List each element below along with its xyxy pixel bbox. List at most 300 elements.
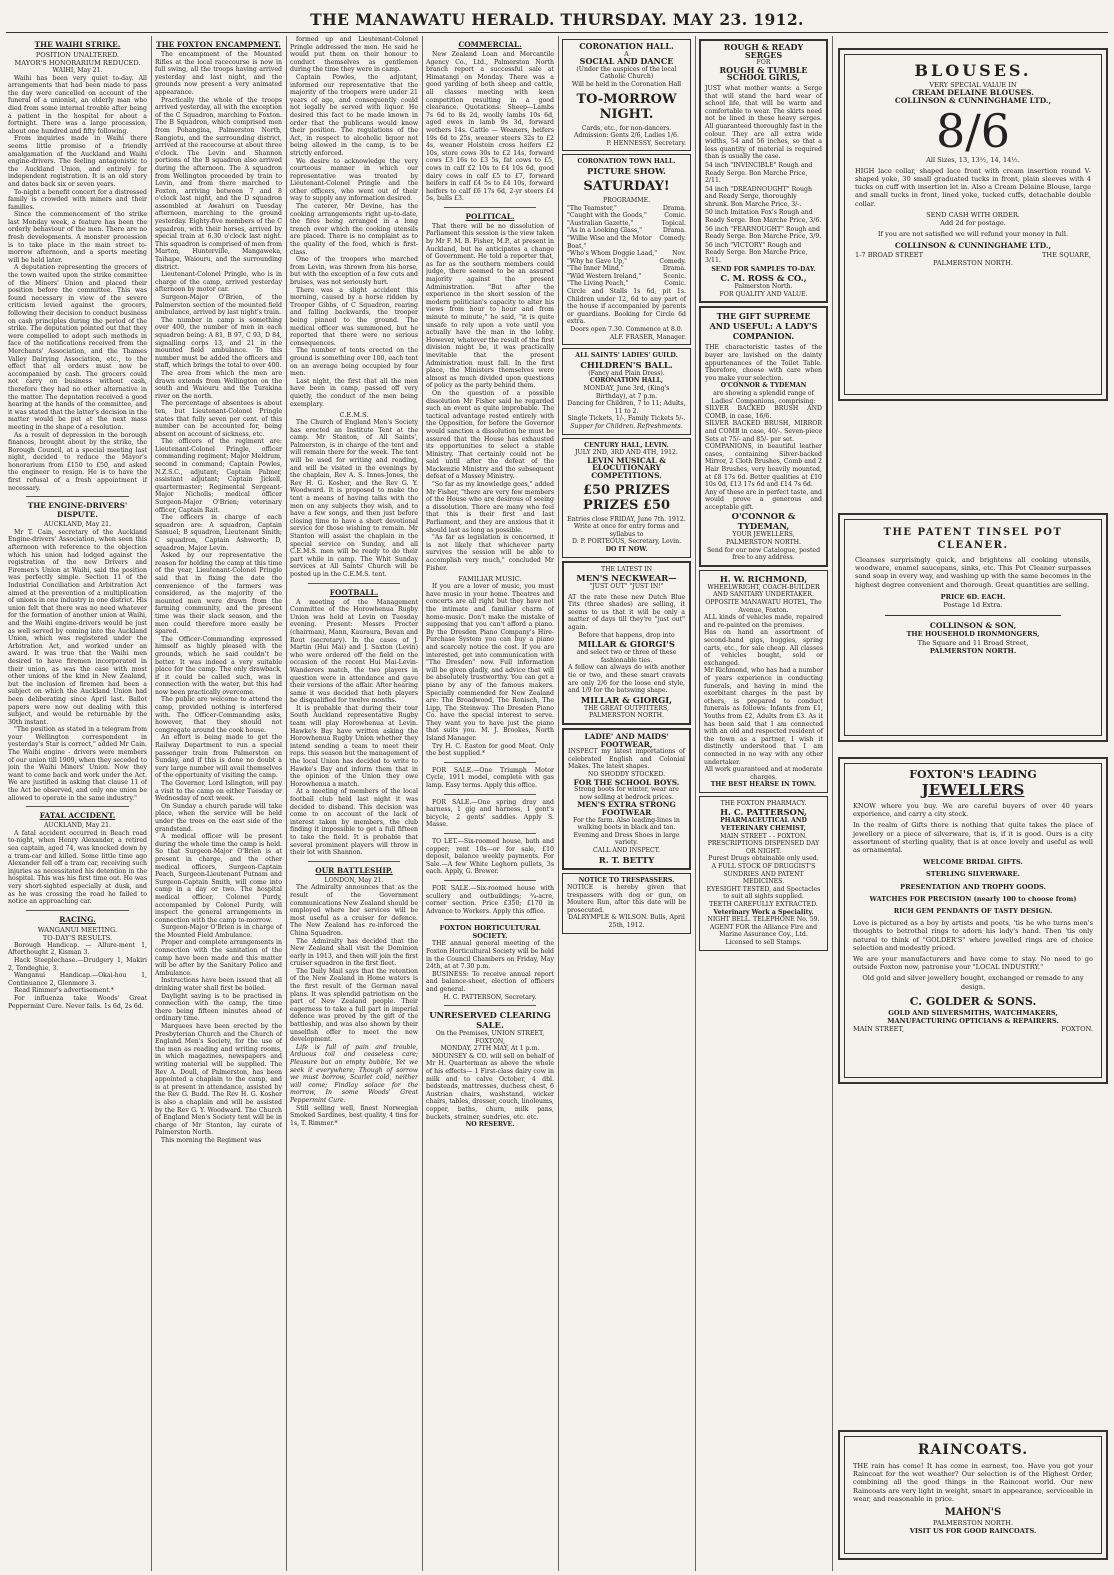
ad-line: WHEELWRIGHT, COACH-BUILDER AND SANITARY UNDERTAKER.: [707, 583, 820, 599]
headline-fatal-accident: FATAL ACCIDENT.: [39, 811, 116, 821]
column-rule: [558, 36, 559, 1571]
ad-title: THE PATENT TINSEL POT CLEANER.: [883, 527, 1063, 551]
ad-title: H. W. RICHMOND,: [719, 573, 808, 584]
jewel-item: STERLING SILVERWARE.: [926, 870, 1020, 879]
divider: [444, 1005, 536, 1006]
ad-richmond: [699, 570, 828, 793]
ad-line: OPPOSITE MANAWATU HOTEL, The Avenue, Foxton.: [705, 599, 822, 614]
ad-line: PHARMACEUTICAL AND VETERINARY CHEMIST,: [720, 817, 807, 833]
article-paragraph: An effort is being made to get the Railway Department to run a special passenger train from Palmerston on Sunday, and if this is done no doubt a very large number will avail themselves of the opportunity of visiting the camp.: [155, 734, 282, 780]
ad-line: Add 2d for postage.: [940, 219, 1006, 228]
article-paragraph: Hack Steeplechase.—Drudgery 1, Makiri 2, Tondeghie, 3.: [8, 956, 147, 972]
ad-line: O'CONNOR & TYDEMAN: [720, 382, 807, 390]
ad-heading: UNRESERVED CLEARING SALE.: [429, 1010, 551, 1031]
programme-genre: Scenic.: [663, 272, 686, 280]
ad-line: SEND FOR SAMPLES TO-DAY.: [711, 265, 816, 273]
article-paragraph: "As far as legislation is concerned, it is not likely that whichever party survives the session will be able to accomplish very much," concluded Mr Fisher.: [426, 534, 554, 572]
ad-title: R. T. BETTY: [598, 854, 655, 865]
ad-trespassers: [562, 873, 691, 934]
column-4: [426, 36, 554, 1571]
ad-title: MILLAR & GIORGI'S: [578, 639, 675, 650]
article-paragraph: Waihi has been very quiet to-day. All arrangements that had been made to pass the day were cancelled on account of the funeral of a unionist, an elderly man who died from some internal trouble after being a patient in the hospital for about a fortnight. There was a large procession, about one hundred and fifty following.: [8, 74, 147, 135]
ad-line: On the Premises, UNION STREET, FOXTON,: [435, 1030, 545, 1045]
masthead: THE MANAWATU HERALD. THURSDAY. MAY 23. 1912.: [310, 10, 804, 29]
subhead: MAYOR'S HONORARIUM REDUCED.: [14, 59, 141, 67]
subhead: POSITION UNALTERED.: [35, 51, 120, 59]
article-paragraph: A fatal accident occurred in Beach road to-night, when Henry Alexander, a retired sea captain, aged 74, was knocked down by a tram-car and killed. Some little time ago Alexander fell off a tram car, receiving such injuries as necessitated his detention in the hospital. This was his first time out. He was very short-sighted especially at dusk, and as he was crossing the road he failed to notice an approaching car.: [8, 829, 147, 906]
article-paragraph: Wanganui Handicap.—Okai-hou 1, Continuance 2, Glenmore 3.: [8, 972, 147, 987]
ad-line: Has on hand an assortment of second-hand gigs, buggies, spring carts, etc., for sale cheap. All classes of vehicles bought, sold or exchanged.: [704, 629, 823, 667]
notice-paragraph: BUSINESS: To receive annual report and balance-sheet, election of officers and general.: [426, 970, 554, 993]
programme-genre: Comic.: [664, 280, 686, 288]
ad-prize: £50 PRIZES PRIZES £50: [582, 482, 671, 513]
article-paragraph: Surgeon-Major O'Brien is in charge of the Mounted Field Ambulance.: [155, 924, 282, 939]
ad-title: RAINCOATS.: [917, 1442, 1029, 1458]
ad-signature: ALF. FRASER, Manager.: [609, 333, 686, 341]
ad-line: EYESIGHT TESTED, and Spectacles to suit all sights supplied.: [706, 885, 821, 901]
ad-line: FOR: [756, 59, 771, 67]
serge-item: 54 inch "DREADNOUGHT" Rough and Ready Serge, thoroughly shrunk. Bon Marche Price, 3/-.: [705, 185, 812, 208]
article-paragraph: At a meeting of members of the local football club held last night it was decided to disband. This decision was come to on account of the lack of interest taken by members, the club finding it impossible to get a full fifteen to take the field. It is probable that several prominent players will throw in their lot with Shannon.: [290, 788, 418, 857]
ad-foxton-jewellers: [838, 757, 1108, 1084]
article-paragraph: The number of tents erected on the ground is something over 100, each tent on an average being occupied by four men.: [290, 347, 418, 378]
serge-item: 56 inch "VICTORY" Rough and Ready Serge. Bon Marche Price, 3/11.: [705, 241, 808, 265]
column-rule: [151, 36, 152, 1571]
programme-title: "Who's Whom Doggie Laad,": [567, 250, 658, 258]
ad-foxton-pharmacy: [699, 796, 828, 951]
ad-signature: P. HENNESSY, Secretary.: [606, 139, 686, 147]
ad-line: THE HOUSEHOLD IRONMONGERS,: [906, 630, 1040, 639]
ad-line: COLLINSON & CUNNINGHAME LTD.,: [894, 96, 1052, 106]
divider: [26, 910, 129, 911]
article-paragraph: A meeting of the Management Committee of the Horowhenua Rugby Union was held at Levin on Tuesday evening. Present: Messrs Procter (chairman), Mann, Kauraura, Bevan and Rout (secretary). In the cases of J. Martin (Hui Mai) and J. Saxton (Levin) who were ordered off the field on the occasion of the recent Hui Mai-Levin-Wanderers match, the two players in question were in attendance and gave their versions of the affair. After hearing same it was decided that both players be disqualified for twelve months.: [290, 598, 418, 705]
ad-line: THE LATEST IN: [600, 565, 653, 573]
ad-title: MEN'S NECKWEAR—: [576, 573, 677, 584]
ad-line: PRESCRIPTIONS DISPENSED DAY OR NIGHT.: [707, 840, 820, 855]
ad-heading: CORONATION TOWN HALL.: [577, 158, 676, 166]
dateline: AUCKLAND, May 21.: [43, 521, 112, 529]
subhead-familiar-music: FAMILIAR MUSIC.: [458, 575, 522, 584]
article-paragraph: Practically the whole of the troops arrived yesterday, all with the exception of the C Squadron, marching to Foxton. The B Squadron, which comprised men from Pohangina, Palmerston North, Rangiotu, and the surrounding district, arrived at the racecourse at about three o'clock. The Levin and Shannon portions of the B squadron also arrived during the afternoon. The A squadron from Wellington proceeded by train to Levin, and from there marched to Foxton, arriving between 7 and 8 o'clock last night, and the D squadron assembled at Awahuri on Tuesday afternoon, marching to the ground yesterday. Eighty-five members of the C squadron, with their horses, arrived by special train at 6.30 o'clock last night. This squadron is comprised of men from Marton, Hunterville, Mangaweka, Taihape, Waiouru, and the surrounding district.: [155, 96, 282, 271]
ad-title: SATURDAY!: [583, 178, 670, 194]
divider: [26, 496, 129, 497]
ad-line: Dancing for Children, 7 to 11; Adults, 11 to 2.: [567, 400, 686, 415]
classified-ad: FOR SALE.—One spring dray and harness, 1 gig and harness, 1 gent's bicycle, 2 gents' saddles. Apply S. Masse.: [426, 798, 554, 829]
ad-line: Before that happens, drop into: [578, 631, 675, 639]
programme-genre: Drama.: [662, 227, 686, 235]
ad-line: Circle and Stalls 1s 6d, pit 1s. Children under 12, 6d to any part of the house if accompanied by parents or guardians. Booking for Circle 6d extra.: [567, 288, 686, 326]
ad-line: PALMERSTON NORTH.: [588, 712, 665, 720]
subhead: TO-DAY'S RESULTS.: [42, 933, 113, 942]
ad-line: "JUST OUT" "JUST IN!": [589, 583, 664, 591]
article-paragraph: The Daily Mail says that the retention of the New Zealand in Home waters is the first result of the German naval plans. It was splendid patriotism on the part of New Zealand people. Their eagerness to take a full part in imperial defence was proved by the gift of the battleship, and was also shown by their unselfish offer to meet the new development.: [290, 967, 418, 1044]
programme-title: "As in a Looking Glass,": [567, 227, 643, 235]
divider: [885, 615, 1061, 616]
headline-political: POLITICAL.: [465, 211, 515, 221]
article-paragraph: Instructions have been issued that all drinking water shall first be boiled.: [155, 977, 282, 993]
ad-line: Write at once for entry forms and syllabus to: [573, 523, 680, 538]
ad-line: MONDAY, June 3rd, (King's Birthday), at 7 p.m.: [583, 385, 670, 400]
ad-heading: CENTURY HALL, LEVIN.: [584, 441, 669, 449]
divider: [308, 861, 400, 862]
article-paragraph: A medical officer will be present during the whole time the camp is held. So that Surgeon-Major O'Brien is at present in charge, and the other medical officers, Surgeon-Captain Peach, Surgeon-Lieutenant Putnam and Surgeon-Captain Smith, will come into camp in a day or two. The hospital medical officer, Colonel Purdy, accompanied by Colonel Purdy, will inspect the general arrangements in connection with the camp to-morrow.: [155, 833, 282, 924]
ad-line: Palmerston North.: [734, 283, 793, 291]
article-paragraph: Mr T. Cain, secretary of the Auckland Engine-drivers' Association, when seen this afternoon with reference to the objection which his union had lodged against the registration of the new Drivers and Firemen's Union at Waihi, said the position was perfectly simple. Section 11 of the Industrial Conciliation and Arbitration Act aimed at the prevention of a multiplication of unions in one industry in one district. His union felt that there was no need whatever for the formation of another union at Waihi, and the Waihi engine-drivers would be just as well served by coming into the Auckland Union, which was registered under the Arbitration Act, and worked under an award. It was true that the Waihi men desired to have firemen incorporated in their union, as was the case with most other unions of the kind in New Zealand, but the inclusion of firemen had been a subject on which the Auckland Union had been deliberating since April last. Ballot papers were now out dealing with this subject, and would be returnable by the 30th instant.: [8, 528, 147, 726]
ad-line: The Square and 11 Broad Street,: [917, 638, 1029, 647]
ad-line: FOR QUALITY AND VALUE.: [719, 290, 808, 298]
ad-heading: THE FOXTON PHARMACY.: [720, 799, 807, 807]
programme-list: [567, 205, 686, 289]
ad-line: MONDAY, 27TH MAY, At 1 p.m.: [440, 1045, 540, 1053]
column-6: [699, 36, 828, 1571]
ad-line: PALMERSTON NORTH.: [933, 258, 1013, 267]
ad-line: CALL AND INSPECT.: [593, 846, 660, 854]
programme-genre: Nov.: [672, 250, 686, 258]
programme-genre: Drama.: [662, 265, 686, 273]
article-paragraph: New Zealand Loan and Mercantile Agency Co., Ltd., Palmerston North branch report a successful sale at Himatangi on Monday. There was a good yarding of both sheep and cattle, all classes meeting with keen competition resulting in a good clearance. Quotations: Sheep—Lambs 7s 6d to 8s 2d, woolly lambs 10s 6d, aged ewes in lamb 9s 3d, forward wethers 14s. Cattle — Weaners, heifers 19s 6d to 25s, weaner steers 32s to £2 4s, weaner Holstein cross heifers £2 10s, store cows 30s to £2 14s, forward cows £3 16s to £3 5s, fat cows to £5, cows in calf £2 10s to £4 10s 6d, good dairy cows in calf £5 to £7, forward heifers in calf £4 5s to £4 10s, forward heifers to calf £6 17s 6d, 2-yr steers £4 5s, bulls £3.: [426, 51, 554, 203]
ad-line: A fellow can always do with another tie or two, and these smart cravats are only 2/6 for the loose end style, and 1/9 for the batswing shape.: [568, 664, 685, 695]
ad-line: PALMERSTON NORTH.: [929, 646, 1017, 655]
programme-title: "The Teamster,": [567, 204, 617, 212]
ad-line: MAIN STREET - - FOXTON.: [720, 832, 807, 840]
article-paragraph: The Officer-Commanding expressed himself as highly pleased with the grounds, which he said couldn't be better. It was indeed a very suitable place for the camp. The only drawback, if it could be called such, was in connection with the water, but this had now been practically overcome.: [155, 635, 282, 696]
programme-title: "Wild Western Ireland,": [567, 272, 642, 280]
ad-line: CORONATION HALL,: [589, 377, 664, 385]
ad-line: Licensed to sell Stamps.: [725, 938, 802, 946]
jewel-item: PRESENTATION AND TROPHY GOODS.: [900, 882, 1046, 891]
ad-heading: LADIE' AND MAIDS' FOOTWEAR,: [584, 732, 669, 749]
ad-line: JULY 2ND, 3RD AND 4TH, 1912.: [575, 449, 678, 457]
ad-line: PROGRAMME.: [602, 196, 651, 204]
article-paragraph: One of the troopers who marched from Levin, was thrown from his horse, but with the exception of a few cuts and bruises, was not seriously hurt.: [290, 256, 418, 286]
ad-price: PRICE 6D. EACH.: [940, 592, 1006, 601]
article-paragraph: Last night, the first that all the men have been in camp, passed off very quietly, the conduct of the men being exemplary.: [290, 377, 418, 408]
ad-title: LEVIN MUSICAL & ELOCUTIONARY COMPETITIONS.: [587, 455, 666, 480]
ad-heading: ROUGH & READY SERGES: [723, 42, 804, 60]
article-paragraph: The caterer, Mr Devine, has the cooking arrangements right up-to-date, the fires being arranged in a long trench over which the cooking utensils are placed. There is no complaint as to the quality of the food, which is first-class.: [290, 203, 418, 256]
programme-genre: Comedy.: [659, 257, 686, 265]
ad-line: PALMERSTON NORTH.: [933, 1519, 1013, 1528]
ad-line: 1-7 BROAD STREET: [855, 250, 923, 259]
ad-line: Send for our new Catalogue, posted free to any address.: [706, 546, 821, 562]
ad-body: In the realm of Gifts there is nothing that quite takes the place of jewellery or a piece of silverware, that is, if it is good. Ours is a city assortment of sterling quality, that is at once lovely and useful as well as ornamental.: [853, 821, 1093, 855]
dateline: LONDON, May 21.: [324, 876, 384, 884]
ad-title: H. C. PATTERSON,: [720, 807, 807, 818]
ad-line: FOXTON.: [1061, 1025, 1093, 1034]
article-paragraph: The encampment of the Mounted Rifles at the local racecourse is now in full swing, all the troops having arrived yesterday and last night, and the grounds now present a very animated appearance.: [155, 51, 282, 96]
classified-ad: TO LET.—Six-roomed house, bath and copper; rent 10s—or for sale, £10 deposit, balance weekly payments. For Sale.—A few White Leghorn pullets, 3s each. Apply, G. Brewer.: [426, 838, 554, 876]
jewel-item: WATCHES FOR PRECISION (nearly 100 to choose from): [869, 894, 1077, 903]
ad-picture-show: [562, 154, 691, 345]
programme-item: [567, 220, 686, 228]
article-paragraph: Captain Powles, the adjutant, informed our representative that the majority of the troopers were under 21 years of age, and consequently could not legally be served with liquor. He desired this fact to be made known in order that the publicans would know their position. The regulations of the Act, in respect to alcoholic liquor not being allowed in the camp, is to be strictly enforced.: [290, 73, 418, 157]
ad-line: YOUR JEWELLERS,: [732, 531, 795, 539]
ad-signature: DALRYMPLE & WILSON. Bulls, April 25th, 1912.: [568, 914, 685, 930]
ad-line: Postage 1d Extra.: [943, 601, 1003, 610]
ad-line: Doors open 7.30. Commence at 8.0.: [570, 326, 683, 334]
dateline: AUCKLAND, May 21.: [43, 822, 112, 830]
ad-title: MILLAR & GIORGI,: [580, 694, 673, 705]
article-paragraph: The Church of England Men's Society has erected an Institute Tent at the camp. Mr Stanton, of All Saints', Palmerston, is in charge of the tent and will remain there for the week. The tent will be used for writing and reading, and will be visited in the evenings by the chaplain, Rev A. S. Innes-Jones, the Rev H. G. Kosher, and the Rev G. Y. Woodward. It is proposed to make the tent a means of having talks with the men on any subjects they wish, and to have a few songs, and then just before closing time to have a short devotional service for those wishing to remain. Mr Stanton will assist the chaplain in the special service on Sunday, and all C.E.M.S. men will be ready to do their part while in camp. The Whit Sunday services at All Saints' Church will be posted up in the C.E.M.S. tent.: [290, 419, 418, 578]
dateline: WAIHI, May 21.: [52, 67, 103, 74]
programme-item: [567, 258, 686, 266]
ad-line: MAIN STREET,: [853, 1025, 905, 1034]
ad-body: THE rain has come! It has come in earnest, too. Have you got your Raincoat for the wet weather? Our selection is of the Highest Order, combining all the good things in the Raincoat world. Our new Raincoats are very light in weight, smart in appearance, serviceable in wear, and reasonable in price.: [853, 1462, 1093, 1503]
programme-title: "The Living Peach,": [567, 280, 629, 288]
divider: [444, 880, 536, 881]
programme-item: [567, 235, 686, 250]
ad-line: SILVER BACKED BRUSH, MIRROR and COMB in case, 40/-. Seven-piece Sets at 75/- and 85/- per set.: [705, 420, 822, 443]
article-paragraph: Surgeon-Major O'Brien, of the Palmerston section of the mounted field ambulance, arrived by last night's train.: [155, 294, 282, 317]
serge-item: 50 inch Imitation Fox's Rough and Ready Serge. Bon Marche Price, 3/6.: [705, 209, 822, 225]
column-3: [290, 36, 418, 1571]
ad-title: FOR THE SCHOOL BOYS.: [573, 777, 680, 787]
article-paragraph: To-night a benefit concert for a distressed family is crowded with miners and their families.: [8, 188, 147, 211]
article-paragraph: Marquees have been erected by the Presbyterian Church and the Church of England Men's Society, for the use of the men as reading and writing rooms, in which magazines, newspapers and writing material will be supplied. The Rev A. Doull, of Palmerston, has been appointed a chaplain to the camp, and is at present in attendance, assisted by the Rev G. Budd. The Rev H. G. Kosher is also a chaplain and will be assisted by the Rev G. Y. Woodward. The Church of England Men's Society tent will be in charge of Mr Stanton, lay curate of Palmerston North.: [155, 1023, 282, 1137]
column-1: [8, 36, 147, 1571]
article-paragraph: It is probable that during their tour South Auckland representative Rugby team will play Horowhenua at Levin. Hawke's Bay have written asking the Horowhenua Rugby Union whether they intend sending a team to meet their reps. this season but the management of the local Union has decided to write to Hawke's Bay and inform them that in the opinion of the Union they owe Horowhenua a match.: [290, 704, 418, 788]
programme-genre: Comedy.: [659, 234, 686, 242]
article-paragraph: "The position as stated in a telegram from your Wellington correspondent in yesterday's Star is correct," added Mr Cain. The Waihi engine - drivers were members of our union till 1909, when they seceded to join the Waihi Miners' Union. Now they want to come back and work under the Act. We are justified in asking that clause 11 of the Act be observed, and only one union be allowed to operate in the same industry.": [8, 726, 147, 802]
divider: [444, 919, 536, 920]
ad-tinsel-pot-cleaner: [838, 513, 1108, 742]
article-paragraph: If you are a lover of music, you must have music in your home. Theatres and concerts are all right but they have not the intimate and familiar charm of home-music. Don't make the mistake of supposing that you can't afford a piano. By the Dresden Piano Company's Hire-Purchase System you can buy a piano and scarcely notice the cost. If you are interested, get into communication with "The Dresden" now. Full information will be given gladly, and advice that will be absolutely trustworthy. You can get a piano by any of the famous makers. Specially commended for New Zealand are: The Broadwood, The Ronisch, The Lipp, The Steinway. The Dresden Piano Co. have the special interest to serve. They want you to have just the piano that suits you. M. J. Brookes, North Island Manager.: [426, 583, 554, 743]
ad-price: 8/6: [935, 103, 1011, 158]
article-paragraph: Since the commencement of the strike last Monday week, a feature has been the orderly behaviour of the men. There are no fresh developments. A monster procession is to take place in the main street to-morrow afternoon, and a sports meeting will be held later.: [8, 211, 147, 264]
ad-line: A: [624, 50, 629, 58]
column-rule: [832, 36, 833, 1571]
subhead: WANGANUI MEETING.: [37, 925, 118, 934]
jewel-list: [853, 858, 1093, 915]
article-paragraph: The officers in charge of each squadron are: A squadron, Captain Samuel; B squadron, Lieutenant Smith; C squadron, Captain Ashworth; D, squadron, Major Levin.: [155, 514, 282, 552]
ad-line: If you are not satisfied we will refund your money in full.: [877, 230, 1069, 239]
divider: [444, 762, 536, 763]
classified-ad: FOR SALE.—Six-roomed house with scullery and outbuildings; ¾-acre, corner section. Price £350; £170 in Advance to Workers. Apply this office.: [426, 884, 554, 915]
ad-line: Veterinary Work a Speciality.: [713, 908, 814, 916]
article-paragraph: Still selling well, finest Norwegian Smoked Sardines, best quality, 4 tins for 1s, T. Rimmer.*: [290, 1104, 418, 1127]
ad-line: are showing a splendid range of Ladies' Companions, comprising:: [711, 389, 816, 405]
article-paragraph: There was a slight accident this morning, caused by a horse ridden by Trooper Gibbs, of C Squadron, rearing and falling backwards, the trooper being pinned to the ground. The medical officer was summoned, but he reported that there were no serious consequences.: [290, 286, 418, 347]
headline-football: FOOTBALL.: [329, 587, 379, 597]
headline-our-battleship: OUR BATTLESHIP.: [315, 865, 393, 875]
notice-signature: H. C. PATTERSON, Secretary.: [443, 993, 537, 1001]
article-paragraph: For influenza take Woods' Great Peppermint Cure. Never fails. 1s 6d, 2s 6d.: [8, 994, 147, 1010]
ad-signature: D. P. PORTEOUS, Secretary, Levin.: [571, 538, 682, 546]
ad-line: For the farm. Also leading-lines in walking boots in black and tan.: [573, 816, 680, 832]
ad-childrens-ball: [562, 348, 691, 434]
article-paragraph: A deputation representing the grocers of the town waited upon the strike committee of the Miners' Union and placed their position before the committee. This was found necessary in view of the severe criticism levied against the grocers, following their decision to conduct business on cash principles during the period of the strike. The deputation pointed out that they were compelled to adopt such methods in face of the notifications received from the Merchants' Association, and the Thames Valley Dairying Association, etc., to the effect that all orders must now be accompanied by cash. The grocers could not carry on business without cash, therefore they had no other alternative in the matter. The deputation received a good hearing at the hands of the committee, and it was stated that the latter's decision in the matter would be put at the next mass meeting in the shape of a resolution.: [8, 264, 147, 431]
ad-body: Love is pictured as a boy by artists and poets, 'tis he who turns men's thoughts to betrothal rings to adorn his lady's hand. Then 'tis only natural to think of "GOLDER'S" where jewelled rings are of choice selection and modestly priced.: [853, 919, 1093, 952]
ad-line: and select two or three of these fashionable ties.: [576, 649, 677, 664]
jewel-item: WELCOME BRIDAL GIFTS.: [923, 858, 1023, 867]
ad-line: SILVER BACKED BRUSH AND COMB, in case, 16/6.: [705, 405, 822, 420]
ad-heading: NOTICE TO TRESPASSERS.: [578, 876, 675, 884]
ad-title: FOXTON'S LEADING: [909, 768, 1037, 781]
ad-line: A FULL STOCK OF DRUGGIST'S SUNDRIES AND PATENT MEDICINES.: [711, 863, 816, 886]
ad-heading: THE GIFT SUPREME AND USEFUL: A LADY'S COMPANION.: [709, 311, 818, 342]
programme-genre: Drama.: [662, 204, 686, 212]
ad-body: We are your manufacturers and have come to stay. No need to go outside Foxton now, patronise your "LOCAL INDUSTRY.": [853, 955, 1093, 972]
programme-title: "The Inner Mind,": [567, 265, 624, 273]
article-paragraph: Borough Handicap. — Allure-ment 1, Afterthought 2, Kisman 3.: [8, 941, 147, 957]
ad-line: Strong boots for winter, wear are now selling at bedrock prices.: [574, 786, 679, 801]
ad-title: PICTURE SHOW.: [587, 165, 666, 176]
ad-blouses: [838, 48, 1108, 401]
ad-line: AGENT FOR the Alliance Fire and Marine Assurance Coy., Ltd.: [709, 923, 818, 939]
ad-line: SEND CASH WITH ORDER.: [926, 210, 1020, 219]
ad-line: Single Tickets, 1/-, Family Tickets 5/-.: [567, 415, 686, 423]
serge-item: 54 inch "INVINCIBLE" Rough and Ready Serge. Bon Marche Price, 2/11.: [705, 161, 813, 185]
ad-title: C. M. ROSS & CO.,: [720, 273, 807, 284]
serge-list: [705, 162, 822, 265]
programme-title: "Why he Gave Up,": [567, 257, 628, 265]
headline-foxton-encampment: THE FOXTON ENCAMPMENT.: [156, 40, 281, 49]
ad-line: PALMERSTON NORTH.: [725, 539, 802, 547]
ad-line: COMPANIONS, in beautiful leather cases, containing Silver-backed Mirror, 2 Cloth Brushes, Comb and 2 Hair Brushes, very heavily mounted, at £8 17s 6d. Better qualities at £10 10s 0d, £13 17s 6d and £14 7s 6d.: [705, 443, 822, 489]
ad-line: All Sizes, 13, 13½, 14, 14½.: [926, 155, 1020, 164]
ad-line: SOCIAL AND DANCE: [579, 56, 674, 67]
ad-line: GOLD AND SILVERSMITHS, WATCHMAKERS, MANUFACTURING OPTICIANS & REPAIRERS.: [887, 1008, 1059, 1026]
ad-line: VERY SPECIAL VALUE IN: [929, 81, 1017, 89]
subhead-cems: C.E.M.S.: [339, 411, 369, 420]
article-paragraph: The percentage of absentees is about ten, but Lieutenant-Colonel Pringle states that fully seven per cent. of this number can be accounted for, being absent on account of sickness, etc.: [155, 400, 282, 438]
article-paragraph: Lieutenant-Colonel Pringle, who is in charge of the camp, arrived yesterday afternoon by motor car.: [155, 271, 282, 294]
ad-line: TEETH CAREFULLY EXTRACTED.: [709, 901, 818, 908]
article-paragraph: Proper and complete arrangements in connection with the sanitation of the camp have been made and this matter will be after by the Sanitary Police and Ambulance.: [155, 939, 282, 977]
column-2: [155, 36, 282, 1571]
article-paragraph: The Admiralty has decided that the New Zealand shall visit the Dominion early in 1913, and then will join the first cruiser squadron in the first fleet.: [290, 937, 418, 968]
ad-line: THE BEST HEARSE IN TOWN.: [710, 781, 817, 789]
divider: [308, 583, 400, 584]
article-paragraph: "So far as my knowledge goes," added Mr Fisher, "there are very few members of the House who are desirous of seeing a dissolution. There are many who feel that this is their first and last Parliament, and they are anxious that it should last as long as possible.: [426, 481, 554, 534]
ad-line: INSPECT my latest importations of celebrated English and Colonial Makes. The latest shapes.: [568, 748, 685, 771]
ad-levin-competitions: [562, 438, 691, 558]
ad-line: NO RESERVE.: [465, 1121, 515, 1129]
article-paragraph: On the question of a possible dissolution Mr Fisher said he regarded such an event as quite improbable. The tactical advantage rested entirely with the Opposition, for before the Governor would sanction a dissolution he must be assured that the House has exhausted its opportunities to select a stable Ministry. That certainly could not be said until after the defeat of the Mackenzie Ministry and the subsequent defeat of a Massey Ministry.: [426, 389, 554, 481]
article-paragraph: We desire to acknowledge the very courteous manner in which our representative was treated by Lieutenant-Colonel Pringle and the other officers, who went out of their way to supply any information desired.: [290, 157, 418, 203]
notice-paragraph: THE annual general meeting of the Foxton Horticultural Society will be held in the Council Chambers on Friday, May 24th, at at 7.30 p.m.: [426, 940, 554, 971]
ad-title: C. GOLDER & SONS.: [909, 994, 1037, 1008]
article-paragraph: Read Rimmer's advertisement.*: [14, 987, 114, 995]
article-paragraph: The Governor, Lord Islington, will pay a visit to the camp on either Tuesday or Wednesday of next week.: [155, 780, 282, 803]
article-paragraph: This morning the Regiment was: [161, 1136, 262, 1144]
ad-serges: [699, 39, 828, 303]
article-paragraph: The number in camp is something over 400, the number of men in each squadron being: A 81, B 97, C 93, D 84, signalling corps 13, and 21 in the mounted field ambulance. To this number must be added the officers and staff, which brings the total to over 400.: [155, 316, 282, 370]
divider: [444, 833, 536, 834]
headline-engine-drivers: THE ENGINE-DRIVERS' DISPUTE.: [27, 501, 128, 520]
ad-line: NIGHT BELL. TELEPHONE No. 59.: [707, 916, 820, 924]
ad-title: TO-MORROW NIGHT.: [576, 91, 677, 122]
ad-line: Evening and Dress Shoes in large variety.: [573, 831, 680, 847]
ad-line: JUST what mother wants: a Serge that will stand the hard wear of school life, that will be warm and comfortable to wear. The skirts need not be lined in these heavy serges. All guaranteed thoroughly fast in the colour. They are all extra wide widths, 54 and 56 inches, so that a less quantity of material is required than is usually the case.: [705, 84, 822, 161]
ad-line: NO SHODDY STOCKED.: [587, 770, 666, 778]
ad-body: Old gold and silver jewellery bought, exchanged or remade to any design.: [862, 974, 1084, 991]
ad-raincoats: [838, 1430, 1108, 1560]
programme-item: [567, 265, 686, 273]
column-rule: [695, 36, 696, 1571]
ad-body: KNOW where you buy. We are careful buyers of over 40 years experience, and carry a city stock.: [853, 802, 1093, 819]
ad-line: COLLINSON & SON,: [929, 621, 1017, 631]
ad-title: MEN'S EXTRA STRONG FOOTWEAR: [577, 800, 676, 817]
ad-heading: ROUGH & TUMBLE SCHOOL GIRLS,: [719, 64, 808, 83]
ad-footwear: [562, 728, 691, 870]
programme-item: [567, 205, 686, 213]
headline-commercial: COMMERCIAL.: [458, 40, 522, 49]
article-paragraph: That there will be no dissolution of Parliament this session is the view taken by Mr F. M. B. Fisher, M.P., at present in Auckland, but he anticipates a change of Government. He told a reporter that, as far as the southern members could judge, there seemed to be an assured majority against the present Administration. "But after the experience in the short session of the modern politician's capacity to alter his views from hour to hour and from minute to minute," he said, "it is quite unsafe to rely upon a vote until you actually have the man in the lobby. However, whatever the result of the first division might be, it was practically inevitable that the present Administration must fall. In the first place, the Ministers themselves were almost as much divided upon questions of policy as the party behind them.: [426, 222, 554, 390]
article-paragraph: From inquiries made in Waihi there seems little promise of a friendly amalgamation of the Auckland and Waihi engine-drivers. The feeling antagonistic to the Auckland Union, and entirely for independent registration. It is an old story and dates back six or seven years.: [8, 135, 147, 188]
ad-line: (Under the auspices of the local Catholic Church): [576, 65, 677, 81]
ad-line: NOTICE is hereby given that trespassers with dog or gun, on Moutere Run, after this date will be prosecuted.: [567, 884, 686, 914]
masthead-rule: [6, 32, 1108, 33]
programme-item: [567, 227, 686, 235]
headline-racing: RACING.: [59, 914, 96, 924]
article-paragraph: The area from which the men are drawn extends from Wellington on the south and Waiouru and the Turakina river on the north.: [155, 369, 282, 400]
ad-line: Purest Drugs obtainable only used.: [708, 855, 819, 863]
divider: [26, 806, 129, 807]
ad-line: Mr Richmond, who has had a number of years experience in conducting funerals, and having in mind the exorbitant charges in the past by others, is prepared to conduct funerals as follows: Infants from £1, Youths from £2, Adults from £3. As it has been said that I am connected with an old and respected resident of the town as a partner, I wish it distinctly understood that I am connected in no way with any other undertaker.: [704, 667, 823, 766]
jewel-item: RICH GEM PENDANTS OF TASTY DESIGN.: [893, 907, 1053, 916]
ad-body: HIGH lace collar, shaped lace front with cream insertion round V-shaped yoke, 30 small graduated tucks in front, plain sleeves with 4 tucks on cuff with insertion let in. Also a Cream Delaine Blouse, large and small tucks in front, lined yoke, tucked cuffs, detachable double collar.: [855, 166, 1091, 208]
programme-genre: Comic.: [664, 212, 686, 220]
article-paragraph: Asked by our representative the reason for holding the camp at this time of the year, Lieutenant-Colonel Pringle said that in fixing the date the convenience of the farmers was considered, as the majority of the mounted men were drawn from the farming community, and the present time was their slack season, and the men could therefore more easily be spared.: [155, 552, 282, 636]
ad-line: (Fancy and Plain Dress).: [588, 369, 665, 377]
programme-title: "Caught with the Goods,": [567, 212, 647, 220]
column-5: [562, 36, 691, 1571]
ad-line: All work guaranteed and at moderate charges.: [704, 766, 823, 781]
programme-item: [567, 273, 686, 281]
programme-title: "Willie Wise and the Motor Boat,": [567, 234, 652, 250]
ad-title: BLOUSES.: [914, 61, 1032, 80]
article-paragraph: The Admiralty announces that as the result of the Government communications New Zealand should be employed where her services will be most useful as a cruiser for defence. The New Zealand has re-inforced the China Squadron.: [290, 884, 418, 937]
ad-line: Will be held in the Coronation Hall: [571, 80, 682, 88]
ad-line: Entries close FRIDAY, June 7th. 1912.: [567, 515, 686, 523]
article-paragraph: formed up and Lieutenant-Colonel Pringle addressed the men. He said he would put them on their honour to conduct themselves as gentlemen during the time they were in camp.: [290, 36, 418, 74]
article-paragraph: As a result of depression in the borough finances, brought about by the strike, the Borough Council, at a special meeting last night, decided to reduce the Mayor's honorarium from £150 to £50, and asked the engineer to resign. He is to have the first refusal of a fresh appointment if necessary.: [8, 431, 147, 492]
ad-line: CREAM DELAINE BLOUSES.: [912, 88, 1034, 98]
ad-title: JEWELLERS: [921, 781, 1025, 799]
ad-line: THE GREAT OUTFITTERS,: [583, 704, 670, 712]
ad-ladys-companion: [699, 306, 828, 566]
ad-mens-neckwear: [562, 561, 691, 726]
ad-coronation-social: [562, 39, 691, 151]
ad-body: Cleanses surprisingly quick, and brightens all cooking utensils, woodware, enamel saucepans, sinks, etc. This Pot Cleaner surpasses sand soap in every way, and washing up with the same becomes in the highest degree convenient and thorough. Great quantities are selling.: [855, 556, 1091, 589]
ad-heading: CORONATION HALL.: [579, 41, 674, 51]
classified-ad: FOR SALE.—One Triumph Motor Cycle, 1911 model, complete with gas lamp. Easy terms. Apply this office.: [426, 766, 554, 790]
article-paragraph: Try H. C. Easton for good Meat. Only the best supplied.*: [426, 742, 554, 758]
ad-line: VISIT US FOR GOOD RAINCOATS.: [909, 1527, 1037, 1536]
article-paragraph: The public are welcome to attend the camp, provided nothing is interfered with. The Officer-Commanding asks, however, that they should not congregate around the cook house.: [155, 696, 282, 734]
ad-line: DO IT NOW.: [605, 545, 648, 553]
ad-line: AT the rate these new Dutch Blue Tits (three shades) are selling, it seems to us that it will be only a matter of days till they're "just out" again.: [568, 593, 685, 632]
poem: Life is full of pain and trouble, Arduous toil and ceaseless care; Pleasure but an empty bubble, Yet we seek it everywhere; Though of sorrow we must borrow, Scarlet cold, neither will come; Findlay solace for the morrow, In some Woods' Great Peppermint Cure.: [290, 1043, 418, 1104]
programme-item: [567, 280, 686, 288]
ad-title: O'CONNOR & TYDEMAN,: [731, 511, 796, 532]
column-rule: [422, 36, 423, 1571]
ad-title: MAHON'S: [944, 1507, 1002, 1519]
ad-line: Supper for Children. Refreshments.: [570, 422, 683, 430]
programme-item: [567, 250, 686, 258]
article-paragraph: Daylight saving is to be practised in connection with the camp, the time there being fifteen minutes ahead of ordinary time.: [155, 992, 282, 1023]
article-paragraph: The officers of the regiment are: Lieutenant-Colonel Pringle, officer commanding regiment; Major Meldrum, second in command; Captain Powles, N.Z.S.C., adjutant; Captain Palmer, assistant adjutant; Captain Jickell, quartermaster; Regimental Sergeant-Major Nicholls; medical officer Surgeon-Major O'Brien; veterinary officer, Captain Rait.: [155, 438, 282, 514]
serge-item: 56 inch "FEARNOUGHT" Rough and Ready Serge. Bon Marche Price, 3/9.: [705, 225, 822, 241]
ad-line: THE characteristic tastes of the buyer are lavished on the dainty appurtenances of the Toilet Table. Therefore, choose with care when you make your selection.: [705, 344, 822, 382]
ad-title: CHILDREN'S BALL.: [580, 359, 673, 370]
column-rule: [286, 36, 287, 1571]
ad-line: Any of these are in perfect taste, and would prove a generous and acceptable gift.: [705, 488, 822, 511]
notice-paragraph: MOUNSEY & CO. will sell on behalf of Mr H. Quarterman as above the whole of his effects— 1 First-class dairy cow in milk and to calve October, 4 dbl. bedsteads, mattresses, duchess chest, 6 Austrian chairs, washstand, wicker chairs, tables, dresser, couch, linoleums, copper, baths, churn, milk pans, buckets, strainer, sundries, etc. etc.: [426, 1052, 554, 1121]
headline-waihi-strike: THE WAIHI STRIKE.: [34, 40, 121, 49]
ad-heading: FOXTON HORTICULTURAL SOCIETY.: [439, 924, 541, 941]
